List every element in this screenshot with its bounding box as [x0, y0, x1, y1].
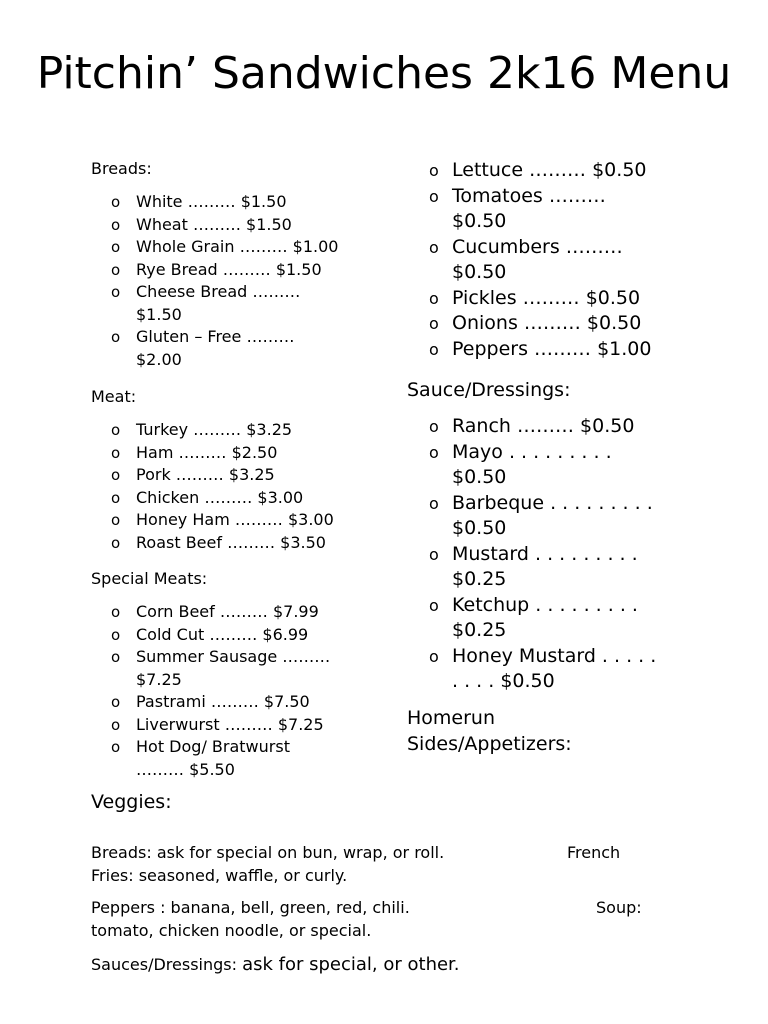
list-item: o Peppers ……… $1.00	[407, 337, 707, 363]
sauces-list	[407, 414, 707, 695]
special-meats-list	[91, 601, 391, 781]
list-item: o Hot Dog/ Bratwurst ……… $5.50	[91, 736, 316, 781]
list-item: o Pickles ……… $0.50	[407, 286, 707, 312]
list-item: o Cucumbers ……… $0.50	[407, 235, 642, 286]
list-item: o Cold Cut ……… $6.99	[91, 624, 391, 647]
list-item: o Corn Beef ……… $7.99	[91, 601, 391, 624]
list-item: o Onions ……… $0.50	[407, 311, 707, 337]
sauces-note-label: Sauces/Dressings:	[91, 955, 237, 974]
list-item: o Wheat ……… $1.50	[91, 214, 391, 237]
list-item: o Mayo . . . . . . . . . $0.50	[407, 440, 637, 491]
peppers-note: Peppers : banana, bell, green, red, chili.	[91, 898, 410, 917]
list-item: o Pork ……… $3.25	[91, 464, 391, 487]
veggies-heading: Veggies:	[91, 791, 172, 813]
fries-note-label: French	[567, 843, 621, 862]
list-item: o Rye Bread ……… $1.50	[91, 259, 391, 282]
notes-block-peppers-soup	[91, 896, 651, 942]
sauces-heading: Sauce/Dressings:	[407, 379, 571, 401]
left-column	[91, 158, 391, 815]
list-item: o Ham ……… $2.50	[91, 442, 391, 465]
right-column	[407, 158, 707, 757]
list-item: o Turkey ……… $3.25	[91, 419, 391, 442]
breads-heading: Breads:	[91, 159, 152, 178]
sides-heading: Homerun Sides/Appetizers:	[407, 706, 572, 755]
notes-block-sauces	[91, 953, 651, 976]
list-item: o Roast Beef ……… $3.50	[91, 532, 391, 555]
list-item: o Barbeque . . . . . . . . . $0.50	[407, 491, 672, 542]
list-item: o Honey Mustard . . . . . . . . . $0.50	[407, 644, 657, 695]
list-item: o Gluten – Free ……… $2.00	[91, 326, 316, 371]
list-item: o Lettuce ……… $0.50	[407, 158, 707, 184]
list-item: o White ……… $1.50	[91, 191, 391, 214]
soup-note: tomato, chicken noodle, or special.	[91, 921, 372, 940]
list-item: o Cheese Bread ……… $1.50	[91, 281, 316, 326]
list-item: o Ranch ……… $0.50	[407, 414, 707, 440]
special-meats-heading: Special Meats:	[91, 569, 208, 588]
veggies-list	[407, 158, 707, 362]
list-item: o Pastrami ……… $7.50	[91, 691, 391, 714]
menu-title: Pitchin’ Sandwiches 2k16 Menu	[36, 48, 732, 99]
soup-note-label: Soup:	[596, 898, 642, 917]
fries-note: Fries: seasoned, waffle, or curly.	[91, 866, 348, 885]
list-item: o Ketchup . . . . . . . . . $0.25	[407, 593, 657, 644]
notes-block-breads-fries	[91, 841, 651, 887]
list-item: o Liverwurst ……… $7.25	[91, 714, 391, 737]
list-item: o Honey Ham ……… $3.00	[91, 509, 391, 532]
meat-list	[91, 419, 391, 554]
list-item: o Chicken ……… $3.00	[91, 487, 391, 510]
list-item: o Whole Grain ……… $1.00	[91, 236, 391, 259]
sauces-note: ask for special, or other.	[242, 954, 460, 975]
meat-heading: Meat:	[91, 387, 137, 406]
breads-list	[91, 191, 391, 371]
list-item: o Tomatoes ……… $0.50	[407, 184, 632, 235]
list-item: o Summer Sausage ……… $7.25	[91, 646, 361, 691]
breads-note: Breads: ask for special on bun, wrap, or roll.	[91, 843, 445, 862]
list-item: o Mustard . . . . . . . . . $0.25	[407, 542, 657, 593]
